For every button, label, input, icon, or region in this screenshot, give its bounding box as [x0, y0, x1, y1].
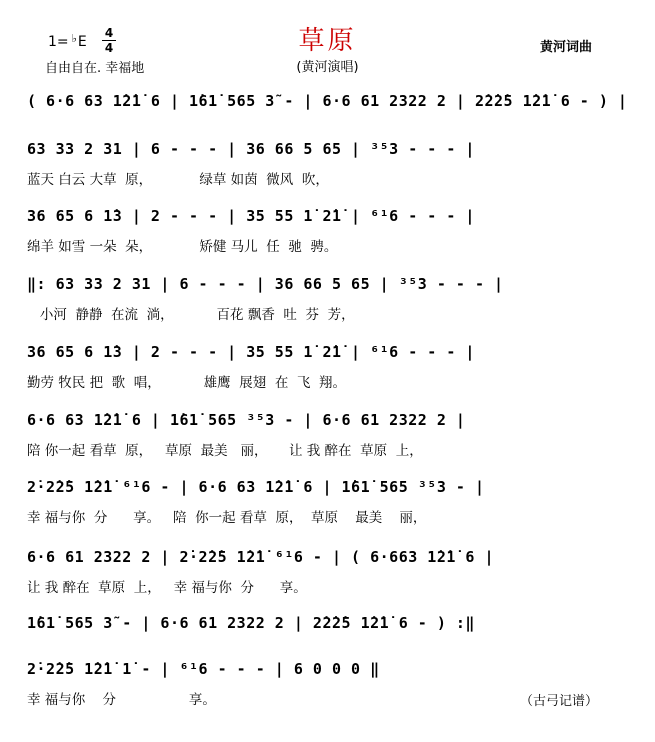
meter-bottom: 4 — [104, 41, 114, 55]
lyric-line: 幸 福与你 分 享。 — [27, 692, 216, 708]
notation-line: 2̇·2̇2̇5 1̇2̇1̇ ⁶¹6 - | 6·6 63 1̇2̇1̇ 6 | 1̇61̇ 565 ³⁵3 - | — [27, 478, 485, 496]
notation-line: 36 65 6 1̇3 | 2 - - - | 35 55 1̇ 2̇1̇ | ⁶¹6 - - - | — [27, 343, 475, 361]
lyric-line: 勤劳 牧民 把 歌 唱， 雄鹰 展翅 在 飞 翔。 — [27, 375, 346, 391]
author-credit: 黄河词曲 — [540, 40, 593, 55]
key-signature: 1= ♭E — [48, 32, 87, 50]
notation-line: 1̇61̇ 565 3̃ - | 6·6 61 2322 2 | 2̇2̇2̇5 1̇2̇1̇ 6 - ) :‖ — [27, 614, 475, 632]
transcriber-credit: （古弓记谱） — [520, 694, 599, 709]
lyric-line: 蓝天 白云 大草 原， 绿草 如茵 微风 吹， — [27, 172, 329, 188]
notation-line: 6·6 61 2322 2 | 2̇·2̇2̇5 1̇2̇1̇ ⁶¹6 - | ( 6·663 1̇2̇1̇ 6 | — [27, 548, 495, 566]
notation-line: 2̇·2̇2̇5 1̇2̇1̇ 1̇ - | ⁶¹6 - - - | 6 0 0 0 ‖ — [27, 660, 380, 678]
lyric-line: 幸 福与你 分 享。 陪 你一起 看草 原， 草原 最美 丽， — [27, 510, 427, 526]
flat-sign: ♭ — [71, 32, 77, 45]
singer-credit: (黄河演唱) — [296, 60, 359, 75]
notation-line: 6·6 63 1̇2̇1̇ 6 | 1̇61̇ 565 ³⁵3 - | 6·6 61 2322 2 | — [27, 411, 466, 429]
notation-line: ‖: 63 33 2 31 | 6 - - - | 36 66 5 65 | ³⁵3 - - - | — [27, 275, 504, 293]
tempo-marking: 自由自在. 幸福地 — [45, 61, 145, 76]
meter-top: 4 — [104, 26, 114, 40]
song-title: 草原 — [298, 26, 357, 56]
notation-line: 36 65 6 1̇3 | 2 - - - | 35 55 1̇ 2̇1̇ | ⁶¹6 - - - | — [27, 207, 475, 225]
lyric-line: 陪 你一起 看草 原， 草原 最美 丽， 让 我 醉在 草原 上， — [27, 443, 423, 459]
lyric-line: 小河 静静 在流 淌， 百花 飘香 吐 芬 芳， — [27, 307, 355, 323]
notation-line: 63 33 2 31 | 6 - - - | 36 66 5 65 | ³⁵3 - - - | — [27, 140, 475, 158]
notation-line: ( 6·6 63 1̇2̇1̇ 6 | 1̇61̇ 565 3̃ - | 6·6 61 2322 2 | 2̇2̇2̇5 1̇2̇1̇ 6 - ) | — [27, 92, 628, 110]
lyric-line: 绵羊 如雪 一朵 朵， 矫健 马儿 任 驰 骋。 — [27, 239, 338, 255]
lyric-line: 让 我 醉在 草原 上， 幸 福与你 分 享。 — [27, 580, 307, 596]
